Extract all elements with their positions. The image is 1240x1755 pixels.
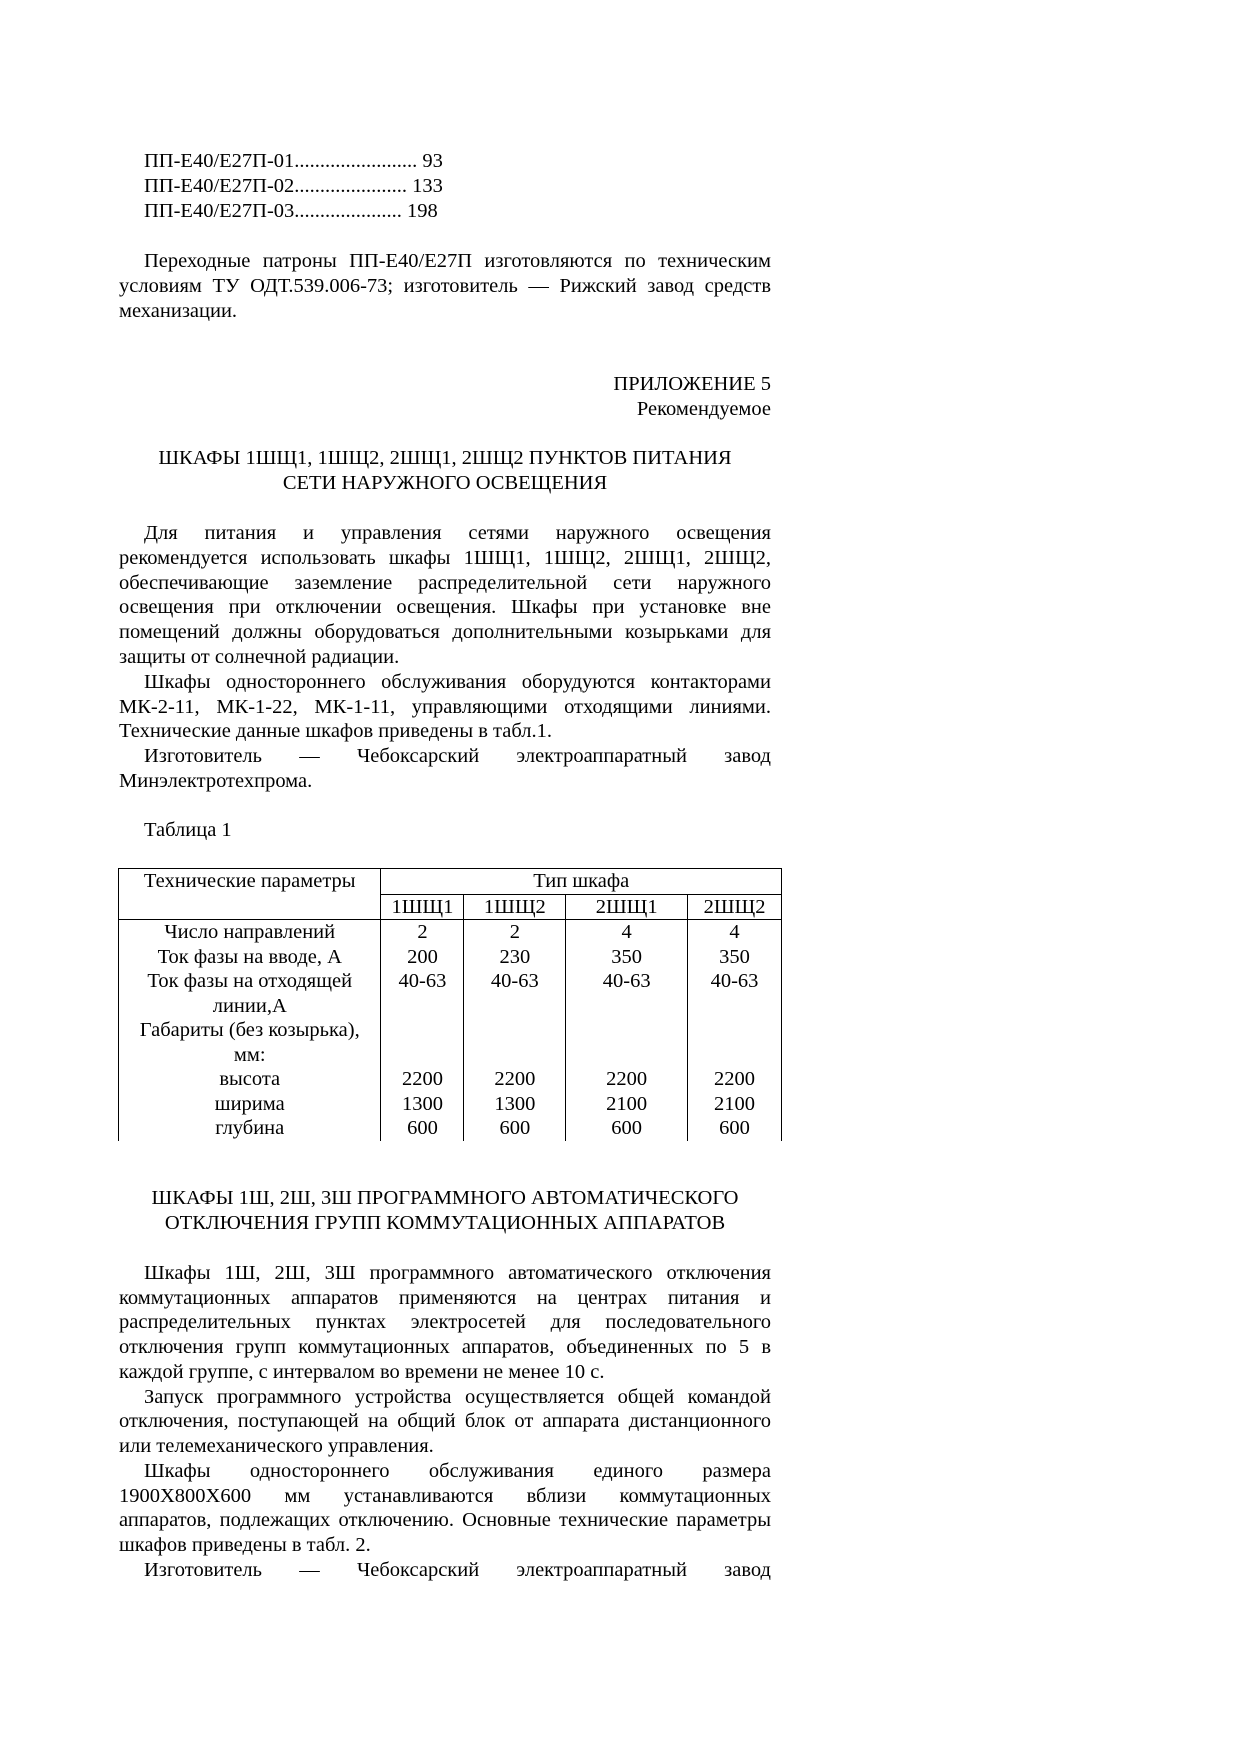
appendix-title: ПРИЛОЖЕНИЕ 5 [613,373,771,395]
row-value: 600 [566,1116,688,1141]
row-value: 350 [688,945,782,970]
row-value: 2200 [381,1067,464,1092]
section2-line: Запуск программного устройства осуществляется общей командой [144,1386,771,1408]
row-value: 2200 [566,1067,688,1092]
section2-heading-line2: ОТКЛЮЧЕНИЯ ГРУПП КОММУТАЦИОННЫХ АППАРАТОВ [164,1212,726,1234]
row-value [381,1043,464,1068]
row-value: 4 [688,920,782,945]
section2-heading-line1: ШКАФЫ 1Ш, 2Ш, 3Ш ПРОГРАММНОГО АВТОМАТИЧЕСКОГО [151,1187,739,1209]
row-value [688,1043,782,1068]
row-value: 2100 [688,1092,782,1117]
row-value [381,1018,464,1043]
type-col-header: 2ШЩ2 [688,894,782,920]
row-label: Число направлений [119,920,381,945]
row-value: 2200 [688,1067,782,1092]
appendix-subtitle: Рекомендуемое [636,398,771,420]
row-value [381,994,464,1019]
row-value: 600 [381,1116,464,1141]
section2-line: Шкафы одностороннего обслуживания единого размера [144,1460,771,1482]
row-value: 350 [566,945,688,970]
row-label: Ток фазы на отходящей [119,969,381,994]
intro-line: Переходные патроны ПП-Е40/Е27П изготовляются по техническим [144,250,771,272]
row-value [464,994,566,1019]
table-caption: Таблица 1 [144,819,232,841]
row-label: Ток фазы на вводе, А [119,945,381,970]
row-label: глубина [119,1116,381,1141]
intro-line: механизации. [119,300,238,322]
row-value: 200 [381,945,464,970]
section2-line: или телемеханического управления. [119,1435,434,1457]
intro-line: условиям ТУ ОДТ.539.006-73; изготовитель — Рижский завод средств [119,275,771,297]
section2-line: 1900Х800Х600 мм устанавливаются вблизи коммутационных [119,1485,771,1507]
spec-table [118,868,782,1141]
row-value: 600 [688,1116,782,1141]
section1-line: Шкафы одностороннего обслуживания оборудуются контакторами [144,671,771,693]
row-value: 40-63 [381,969,464,994]
section2-line: Шкафы 1Ш, 2Ш, 3Ш программного автоматического отключения [144,1262,771,1284]
section1-heading-line2: СЕТИ НАРУЖНОГО ОСВЕЩЕНИЯ [282,472,608,494]
section1-line: Минэлектротехпрома. [119,770,313,792]
row-value: 2 [381,920,464,945]
section1-line: Для питания и управления сетями наружного освещения [144,522,771,544]
row-value: 600 [464,1116,566,1141]
row-value: 4 [566,920,688,945]
section2-line: аппаратов, подлежащих отключению. Основные технические параметры [119,1509,771,1531]
row-label: мм: [119,1043,381,1068]
type-header: Тип шкафа [381,869,782,895]
row-value: 40-63 [688,969,782,994]
toc-line: ПП-Е40/Е27П-03..................... 198 [144,200,438,222]
row-value: 40-63 [464,969,566,994]
row-label: высота [119,1067,381,1092]
type-col-header: 1ШЩ2 [464,894,566,920]
section1-line: Изготовитель — Чебоксарский электроаппаратный завод [144,745,771,767]
section1-line: Технические данные шкафов приведены в табл.1. [119,720,553,742]
row-label: линии,А [119,994,381,1019]
section2-line: шкафов приведены в табл. 2. [119,1534,371,1556]
row-value [464,1043,566,1068]
row-value: 1300 [381,1092,464,1117]
section2-line: распределительных пунктах электросетей для последовательного [119,1311,771,1333]
section2-line: коммутационных аппаратов применяются на центрах питания и [119,1287,771,1309]
type-col-header: 1ШЩ1 [381,894,464,920]
section1-line: обеспечивающие заземление распределительной сети наружного [119,572,771,594]
section1-line: МК-2-11, МК-1-22, МК-1-11, управляющими отходящими линиями. [119,696,771,718]
section1-line: помещений должны оборудоваться дополнительными козырьками для [119,621,771,643]
row-value [566,1043,688,1068]
toc-line: ПП-Е40/Е27П-01........................ 93 [144,150,443,172]
row-value: 2100 [566,1092,688,1117]
row-value: 2200 [464,1067,566,1092]
row-value [464,1018,566,1043]
param-header: Технические параметры [119,869,381,920]
row-value [566,994,688,1019]
type-col-header: 2ШЩ1 [566,894,688,920]
toc-line: ПП-Е40/Е27П-02...................... 133 [144,175,443,197]
section2-line: отключения групп коммутационных аппаратов, объединенных по 5 в [119,1336,771,1358]
row-value [566,1018,688,1043]
section1-line: рекомендуется использовать шкафы 1ШЩ1, 1ШЩ2, 2ШЩ1, 2ШЩ2, [119,547,771,569]
row-label: ширима [119,1092,381,1117]
section2-line: Изготовитель — Чебоксарский электроаппаратный завод [144,1559,771,1581]
section2-line: каждой группе, с интервалом во времени не менее 10 с. [119,1361,605,1383]
section2-line: отключения, поступающей на общий блок от аппарата дистанционного [119,1410,771,1432]
row-value [688,994,782,1019]
row-label: Габариты (без козырька), [119,1018,381,1043]
row-value: 40-63 [566,969,688,994]
row-value: 230 [464,945,566,970]
row-value: 2 [464,920,566,945]
row-value: 1300 [464,1092,566,1117]
section1-line: освещения при отключении освещения. Шкафы при установке вне [119,596,771,618]
row-value [688,1018,782,1043]
section1-heading-line1: ШКАФЫ 1ШЩ1, 1ШЩ2, 2ШЩ1, 2ШЩ2 ПУНКТОВ ПИТАНИЯ [158,447,732,469]
section1-line: защиты от солнечной радиации. [119,646,400,668]
